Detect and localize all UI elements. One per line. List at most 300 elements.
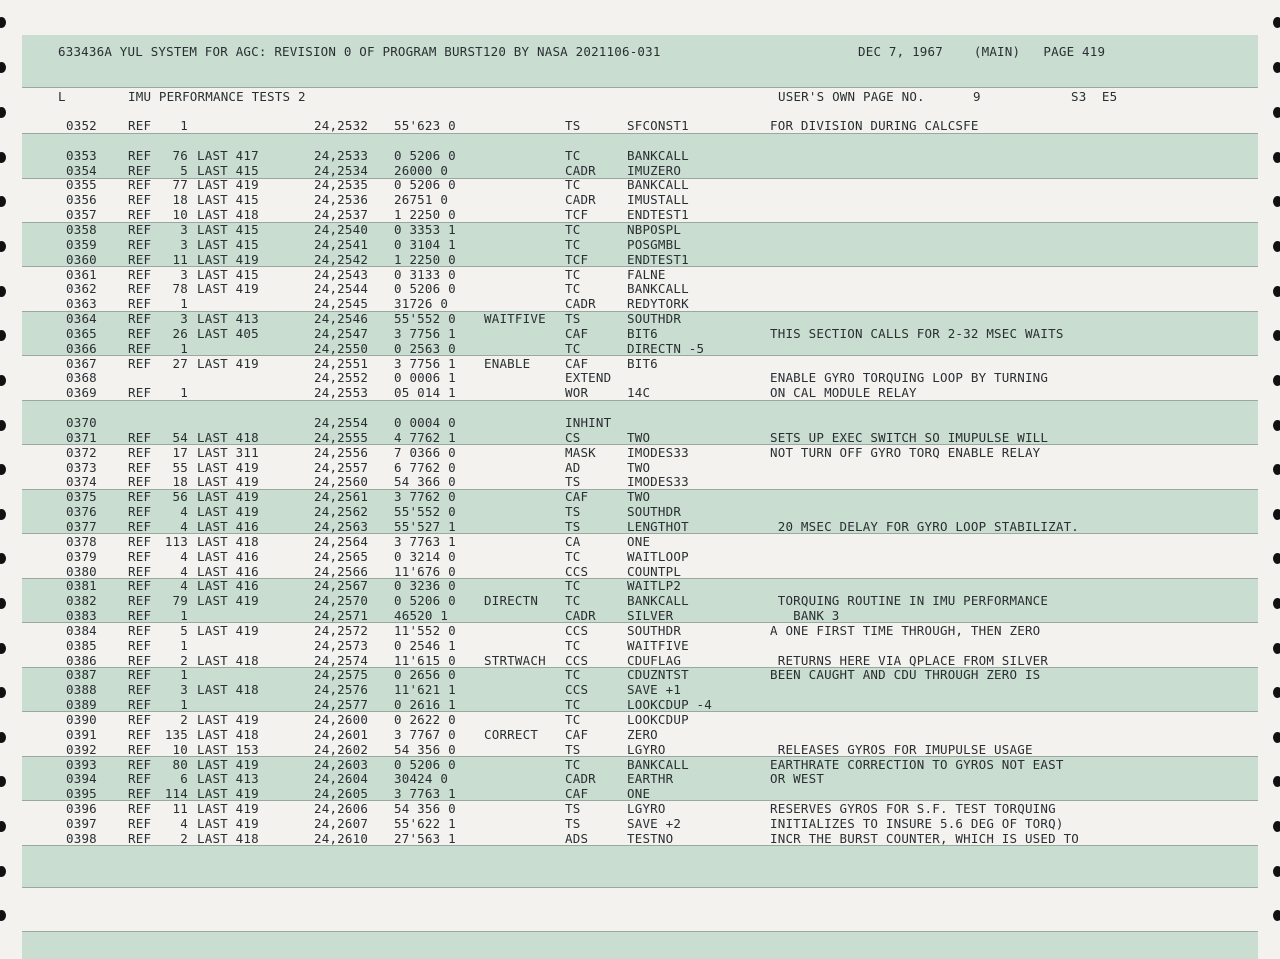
line-number: 0364	[66, 311, 97, 326]
ref-count: 76	[172, 147, 188, 163]
octal-word: 0 3133 0	[394, 266, 456, 282]
line-number: 0397	[66, 815, 97, 831]
last-page-ref: LAST 416	[197, 578, 259, 594]
operand: ENDTEST1	[627, 207, 689, 223]
operand: ONE	[627, 786, 651, 802]
octal-word: 46520 1	[394, 608, 449, 623]
memory-address: 24,2555	[314, 429, 369, 445]
opcode: TC	[565, 147, 581, 163]
memory-address: 24,2567	[314, 578, 369, 594]
memory-address: 24,2557	[314, 459, 369, 475]
last-page-ref: LAST 413	[197, 311, 259, 326]
feed-hole	[0, 152, 6, 163]
octal-word: 55'623 0	[394, 118, 456, 133]
feed-hole	[0, 286, 6, 297]
line-number: 0356	[66, 192, 97, 208]
operand: BANKCALL	[627, 177, 689, 193]
feed-hole	[1273, 732, 1280, 743]
memory-address: 24,2600	[314, 712, 369, 727]
line-number: 0354	[66, 162, 97, 178]
feed-hole	[0, 598, 6, 609]
feed-hole	[0, 687, 6, 698]
memory-address: 24,2601	[314, 726, 369, 742]
opcode: TC	[565, 177, 581, 193]
code-label: ENABLE	[484, 355, 531, 371]
octal-word: 0 5206 0	[394, 147, 456, 163]
opcode: CADR	[565, 608, 596, 623]
ref-marker: REF	[128, 756, 152, 772]
operand: LOOKCDUP -4	[627, 697, 712, 713]
page-code: S3 E5	[1071, 89, 1118, 104]
opcode: WOR	[565, 385, 589, 401]
memory-address: 24,2604	[314, 771, 369, 787]
opcode: AD	[565, 459, 581, 475]
ref-marker: REF	[128, 622, 152, 638]
comment: ON CAL MODULE RELAY	[770, 385, 917, 401]
line-number: 0367	[66, 355, 97, 371]
octal-word: 0 5206 0	[394, 177, 456, 193]
line-number: 0390	[66, 712, 97, 727]
opcode: EXTEND	[565, 370, 612, 386]
opcode: ADS	[565, 830, 589, 846]
ref-count: 3	[180, 266, 188, 282]
line-number: 0389	[66, 697, 97, 713]
octal-word: 26000 0	[394, 162, 449, 178]
ref-count: 26	[172, 325, 188, 341]
opcode: TC	[565, 221, 581, 237]
operand: 14C	[627, 385, 651, 401]
feed-hole	[1273, 464, 1280, 475]
opcode: CCS	[565, 563, 589, 579]
ref-count: 18	[172, 474, 188, 490]
ref-count: 2	[180, 712, 188, 727]
opcode: TS	[565, 519, 581, 534]
last-page-ref: LAST 418	[197, 682, 259, 698]
feed-hole	[1273, 420, 1280, 431]
operand: TWO	[627, 489, 651, 505]
memory-address: 24,2610	[314, 830, 369, 846]
memory-address: 24,2574	[314, 652, 369, 668]
opcode: CAF	[565, 355, 589, 371]
octal-word: 0 3353 1	[394, 221, 456, 237]
feed-hole	[1273, 241, 1280, 252]
octal-word: 3 7763 1	[394, 786, 456, 802]
memory-address: 24,2603	[314, 756, 369, 772]
ref-marker: REF	[128, 355, 152, 371]
line-number: 0391	[66, 726, 97, 742]
octal-word: 3 7756 1	[394, 355, 456, 371]
ref-marker: REF	[128, 325, 152, 341]
users-page-label: USER'S OWN PAGE NO.	[778, 89, 925, 104]
operand: TWO	[627, 429, 651, 445]
operand: ZERO	[627, 726, 658, 742]
operand: BANKCALL	[627, 593, 689, 609]
subheader-mark: L	[58, 89, 66, 104]
ref-marker: REF	[128, 519, 152, 534]
ref-count: 77	[172, 177, 188, 193]
ref-marker: REF	[128, 786, 152, 802]
ref-count: 4	[180, 519, 188, 534]
octal-word: 6 7762 0	[394, 459, 456, 475]
feed-hole	[0, 420, 6, 431]
feed-hole	[0, 196, 6, 207]
opcode: TC	[565, 236, 581, 252]
operand: BANKCALL	[627, 756, 689, 772]
opcode: CA	[565, 533, 581, 549]
last-page-ref: LAST 416	[197, 563, 259, 579]
ref-marker: REF	[128, 771, 152, 787]
ref-count: 10	[172, 207, 188, 223]
ref-count: 11	[172, 801, 188, 817]
octal-word: 55'527 1	[394, 519, 456, 534]
ref-count: 3	[180, 311, 188, 326]
feed-hole	[0, 107, 6, 118]
greenbar-rule	[22, 887, 1258, 888]
octal-word: 0 0006 1	[394, 370, 456, 386]
ref-marker: REF	[128, 385, 152, 401]
opcode: TC	[565, 697, 581, 713]
ref-count: 4	[180, 563, 188, 579]
feed-hole	[0, 509, 6, 520]
memory-address: 24,2565	[314, 548, 369, 564]
comment: RESERVES GYROS FOR S.F. TEST TORQUING	[770, 801, 1056, 817]
line-number: 0383	[66, 608, 97, 623]
ref-marker: REF	[128, 147, 152, 163]
octal-word: 3 7756 1	[394, 325, 456, 341]
line-number: 0358	[66, 221, 97, 237]
octal-word: 0 5206 0	[394, 593, 456, 609]
ref-count: 1	[180, 637, 188, 653]
ref-marker: REF	[128, 489, 152, 505]
last-page-ref: LAST 419	[197, 474, 259, 490]
memory-address: 24,2606	[314, 801, 369, 817]
line-number: 0355	[66, 177, 97, 193]
operand: BIT6	[627, 355, 658, 371]
comment: BEEN CAUGHT AND CDU THROUGH ZERO IS	[770, 667, 1041, 683]
feed-hole	[0, 17, 6, 28]
last-page-ref: LAST 419	[197, 786, 259, 802]
last-page-ref: LAST 418	[197, 726, 259, 742]
feed-hole	[1273, 687, 1280, 698]
ref-count: 79	[172, 593, 188, 609]
operand: EARTHR	[627, 771, 674, 787]
opcode: CAF	[565, 489, 589, 505]
memory-address: 24,2556	[314, 444, 369, 460]
line-number: 0394	[66, 771, 97, 787]
opcode: TC	[565, 548, 581, 564]
line-number: 0378	[66, 533, 97, 549]
ref-marker: REF	[128, 221, 152, 237]
ref-count: 11	[172, 251, 188, 267]
ref-count: 27	[172, 355, 188, 371]
memory-address: 24,2534	[314, 162, 369, 178]
ref-marker: REF	[128, 533, 152, 549]
comment: TORQUING ROUTINE IN IMU PERFORMANCE	[770, 593, 1049, 609]
operand: DIRECTN -5	[627, 340, 705, 356]
comment: RETURNS HERE VIA QPLACE FROM SILVER	[770, 652, 1049, 668]
greenbar-rule	[22, 87, 1258, 88]
opcode: TS	[565, 504, 581, 520]
line-number: 0375	[66, 489, 97, 505]
octal-word: 11'615 0	[394, 652, 456, 668]
ref-marker: REF	[128, 311, 152, 326]
line-number: 0360	[66, 251, 97, 267]
octal-word: 7 0366 0	[394, 444, 456, 460]
octal-word: 1 2250 0	[394, 207, 456, 223]
ref-count: 113	[164, 533, 188, 549]
opcode: TS	[565, 118, 581, 133]
feed-hole	[1273, 17, 1280, 28]
octal-word: 4 7762 1	[394, 429, 456, 445]
last-page-ref: LAST 419	[197, 459, 259, 475]
ref-marker: REF	[128, 697, 152, 713]
feed-hole	[0, 62, 6, 73]
memory-address: 24,2552	[314, 370, 369, 386]
ref-count: 1	[180, 340, 188, 356]
opcode: CADR	[565, 162, 596, 178]
ref-marker: REF	[128, 712, 152, 727]
line-number: 0386	[66, 652, 97, 668]
feed-hole	[0, 910, 6, 921]
memory-address: 24,2571	[314, 608, 369, 623]
octal-word: 3 7762 0	[394, 489, 456, 505]
ref-marker: REF	[128, 593, 152, 609]
line-number: 0398	[66, 830, 97, 846]
octal-word: 55'552 0	[394, 504, 456, 520]
opcode: CCS	[565, 682, 589, 698]
ref-count: 4	[180, 578, 188, 594]
memory-address: 24,2541	[314, 236, 369, 252]
ref-count: 80	[172, 756, 188, 772]
last-page-ref: LAST 418	[197, 207, 259, 223]
memory-address: 24,2545	[314, 296, 369, 312]
line-number: 0362	[66, 281, 97, 297]
ref-count: 5	[180, 162, 188, 178]
ref-count: 78	[172, 281, 188, 297]
octal-word: 11'621 1	[394, 682, 456, 698]
line-number: 0371	[66, 429, 97, 445]
line-number: 0357	[66, 207, 97, 223]
ref-marker: REF	[128, 474, 152, 490]
comment: A ONE FIRST TIME THROUGH, THEN ZERO	[770, 622, 1041, 638]
ref-count: 1	[180, 385, 188, 401]
page-header-right: DEC 7, 1967 (MAIN) PAGE 419	[858, 44, 1106, 59]
last-page-ref: LAST 419	[197, 504, 259, 520]
operand: CDUZNTST	[627, 667, 689, 683]
last-page-ref: LAST 415	[197, 266, 259, 282]
ref-count: 54	[172, 429, 188, 445]
ref-marker: REF	[128, 741, 152, 757]
operand: IMODES33	[627, 444, 689, 460]
ref-marker: REF	[128, 682, 152, 698]
ref-marker: REF	[128, 563, 152, 579]
ref-marker: REF	[128, 801, 152, 817]
ref-count: 1	[180, 296, 188, 312]
octal-word: 11'676 0	[394, 563, 456, 579]
octal-word: 0 2622 0	[394, 712, 456, 727]
memory-address: 24,2605	[314, 786, 369, 802]
line-number: 0369	[66, 385, 97, 401]
memory-address: 24,2540	[314, 221, 369, 237]
greenbar-rule	[22, 931, 1258, 932]
memory-address: 24,2575	[314, 667, 369, 683]
comment: SETS UP EXEC SWITCH SO IMUPULSE WILL	[770, 429, 1049, 445]
octal-word: 05 014 1	[394, 385, 456, 401]
feed-hole	[1273, 62, 1280, 73]
memory-address: 24,2535	[314, 177, 369, 193]
ref-count: 10	[172, 741, 188, 757]
opcode: TCF	[565, 207, 589, 223]
feed-hole	[0, 330, 6, 341]
ref-marker: REF	[128, 162, 152, 178]
octal-word: 0 3214 0	[394, 548, 456, 564]
operand: WAITLP2	[627, 578, 682, 594]
memory-address: 24,2543	[314, 266, 369, 282]
memory-address: 24,2554	[314, 415, 369, 430]
memory-address: 24,2544	[314, 281, 369, 297]
memory-address: 24,2562	[314, 504, 369, 520]
octal-word: 30424 0	[394, 771, 449, 787]
ref-count: 1	[180, 608, 188, 623]
code-label: WAITFIVE	[484, 311, 546, 326]
opcode: CCS	[565, 652, 589, 668]
memory-address: 24,2560	[314, 474, 369, 490]
comment: EARTHRATE CORRECTION TO GYROS NOT EAST	[770, 756, 1064, 772]
line-number: 0353	[66, 147, 97, 163]
comment: THIS SECTION CALLS FOR 2-32 MSEC WAITS	[770, 325, 1064, 341]
comment: INITIALIZES TO INSURE 5.6 DEG OF TORQ)	[770, 815, 1064, 831]
opcode: TC	[565, 340, 581, 356]
feed-hole	[0, 643, 6, 654]
feed-hole	[1273, 553, 1280, 564]
feed-hole	[1273, 330, 1280, 341]
line-number: 0396	[66, 801, 97, 817]
last-page-ref: LAST 416	[197, 548, 259, 564]
greenbar-rule	[22, 133, 1258, 134]
octal-word: 54 366 0	[394, 474, 456, 490]
ref-marker: REF	[128, 667, 152, 683]
memory-address: 24,2546	[314, 311, 369, 326]
memory-address: 24,2566	[314, 563, 369, 579]
last-page-ref: LAST 419	[197, 712, 259, 727]
line-number: 0382	[66, 593, 97, 609]
feed-hole	[0, 776, 6, 787]
octal-word: 26751 0	[394, 192, 449, 208]
last-page-ref: LAST 419	[197, 622, 259, 638]
ref-marker: REF	[128, 637, 152, 653]
opcode: MASK	[565, 444, 596, 460]
last-page-ref: LAST 153	[197, 741, 259, 757]
line-number: 0363	[66, 296, 97, 312]
opcode: CADR	[565, 296, 596, 312]
ref-marker: REF	[128, 266, 152, 282]
ref-marker: REF	[128, 504, 152, 520]
ref-marker: REF	[128, 578, 152, 594]
opcode: TS	[565, 474, 581, 490]
feed-hole	[1273, 598, 1280, 609]
opcode: CS	[565, 429, 581, 445]
opcode: TC	[565, 756, 581, 772]
feed-hole	[1273, 866, 1280, 877]
opcode: INHINT	[565, 415, 612, 430]
feed-hole	[1273, 509, 1280, 520]
last-page-ref: LAST 413	[197, 771, 259, 787]
ref-count: 3	[180, 682, 188, 698]
memory-address: 24,2547	[314, 325, 369, 341]
ref-count: 18	[172, 192, 188, 208]
line-number: 0372	[66, 444, 97, 460]
operand: SOUTHDR	[627, 311, 682, 326]
line-number: 0368	[66, 370, 97, 386]
octal-word: 0 3236 0	[394, 578, 456, 594]
operand: SAVE +1	[627, 682, 682, 698]
line-number: 0384	[66, 622, 97, 638]
last-page-ref: LAST 417	[197, 147, 259, 163]
operand: LGYRO	[627, 741, 666, 757]
line-number: 0381	[66, 578, 97, 594]
code-label: CORRECT	[484, 726, 539, 742]
last-page-ref: LAST 419	[197, 815, 259, 831]
line-number: 0395	[66, 786, 97, 802]
memory-address: 24,2602	[314, 741, 369, 757]
ref-count: 4	[180, 548, 188, 564]
line-number: 0359	[66, 236, 97, 252]
memory-address: 24,2607	[314, 815, 369, 831]
section-title: IMU PERFORMANCE TESTS 2	[128, 89, 306, 104]
opcode: TS	[565, 741, 581, 757]
feed-hole	[0, 464, 6, 475]
ref-count: 3	[180, 236, 188, 252]
ref-marker: REF	[128, 251, 152, 267]
line-number: 0376	[66, 504, 97, 520]
line-number: 0370	[66, 415, 97, 430]
feed-hole	[1273, 910, 1280, 921]
ref-count: 6	[180, 771, 188, 787]
feed-hole	[1273, 196, 1280, 207]
line-number: 0365	[66, 325, 97, 341]
ref-marker: REF	[128, 236, 152, 252]
memory-address: 24,2573	[314, 637, 369, 653]
line-number: 0361	[66, 266, 97, 282]
octal-word: 0 2546 1	[394, 637, 456, 653]
feed-hole	[1273, 375, 1280, 386]
operand: IMUZERO	[627, 162, 682, 178]
ref-count: 1	[180, 667, 188, 683]
ref-count: 56	[172, 489, 188, 505]
octal-word: 0 2616 1	[394, 697, 456, 713]
octal-word: 55'622 1	[394, 815, 456, 831]
last-page-ref: LAST 415	[197, 221, 259, 237]
octal-word: 0 5206 0	[394, 756, 456, 772]
ref-marker: REF	[128, 830, 152, 846]
operand: CDUFLAG	[627, 652, 682, 668]
operand: LGYRO	[627, 801, 666, 817]
comment: OR WEST	[770, 771, 825, 787]
opcode: TC	[565, 266, 581, 282]
ref-marker: REF	[128, 459, 152, 475]
operand: BANKCALL	[627, 281, 689, 297]
opcode: CADR	[565, 771, 596, 787]
last-page-ref: LAST 405	[197, 325, 259, 341]
last-page-ref: LAST 419	[197, 593, 259, 609]
feed-hole	[1273, 107, 1280, 118]
feed-hole	[1273, 821, 1280, 832]
operand: POSGMBL	[627, 236, 682, 252]
ref-marker: REF	[128, 815, 152, 831]
ref-count: 1	[180, 697, 188, 713]
last-page-ref: LAST 419	[197, 355, 259, 371]
ref-count: 4	[180, 504, 188, 520]
